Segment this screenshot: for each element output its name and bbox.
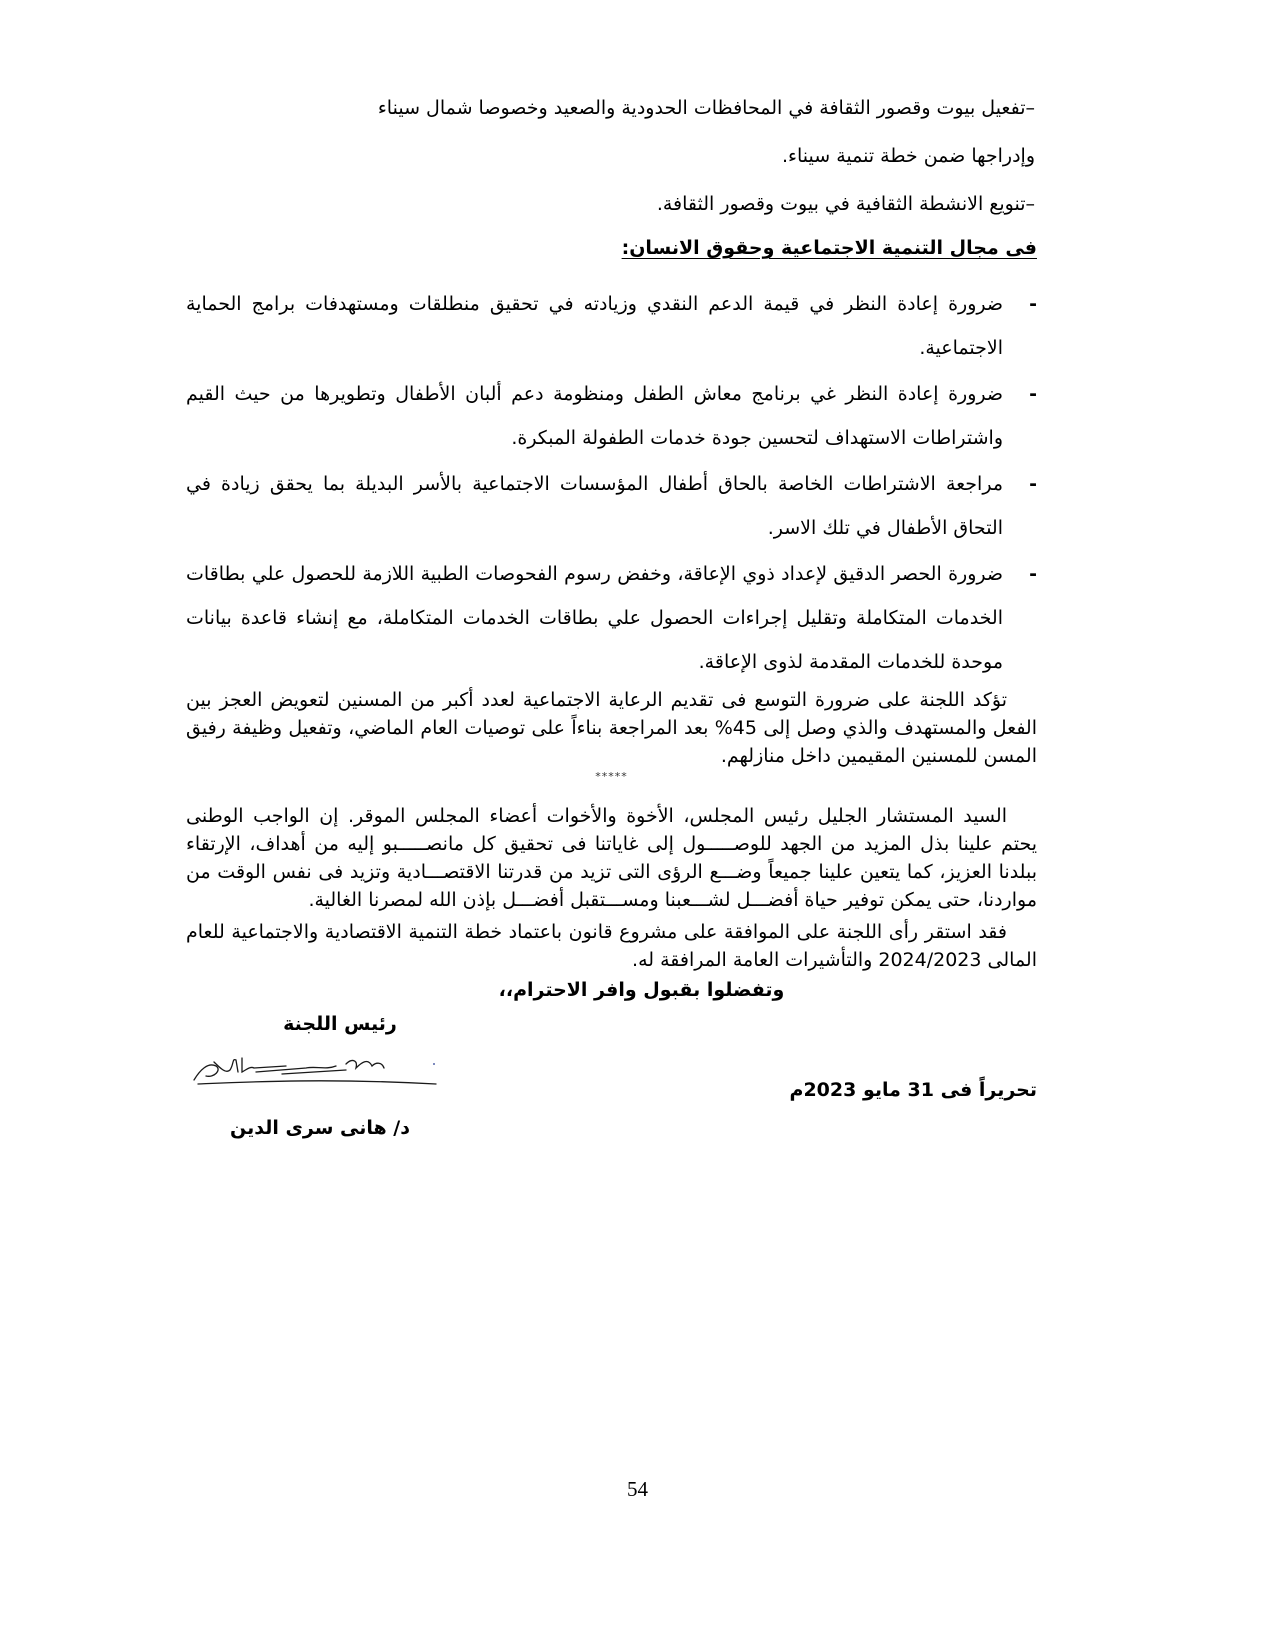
bullet-dash-icon: -: [1029, 383, 1037, 405]
list-item-text: ضرورة إعادة النظر غي برنامج معاش الطفل ومنظومة دعم ألبان الأطفال وتطويرها من حيث القيم واشتراطات الاستهداف لتحسين جودة خدمات الطفولة المبكرة.: [186, 383, 1003, 449]
section-separator: *****: [595, 770, 628, 783]
closing-salutation: وتفضلوا بقبول وافر الاحترام،،: [498, 979, 785, 1001]
bullet-dash-icon: -: [1029, 473, 1037, 495]
page-number: 54: [627, 1477, 648, 1501]
list-item-text: ضرورة إعادة النظر في قيمة الدعم النقدي وزيادته في تحقيق منطلقات ومستهدفات برامج الحماية الاجتماعية.: [186, 293, 1003, 359]
recommendations-list: [186, 282, 1037, 684]
list-item: [186, 282, 1037, 370]
bullet-dash-icon: -: [1029, 563, 1037, 585]
document-body: [186, 84, 1037, 1160]
list-item-culture-activation-cont: وإدراجها ضمن خطة تنمية سيناء.: [782, 145, 1035, 167]
committee-chair-title: رئيس اللجنة: [283, 1013, 397, 1035]
paragraph-address: السيد المستشار الجليل رئيس المجلس، الأخوة والأخوات أعضاء المجلس الموقر. إن الواجب الوطنى يحتم علينا بذل المزيد من الجهد للوصـــــول إلى غاياتنا فى تحقيق كل مانصـــــبو إليه من أهداف، الإرتقاء ببلدنا العزيز، كما يتعين علينا جميعاً وضـــع الرؤى التى تزيد من قدرتنا الاقتصـــادية وتزيد فى نفس الوقت من مواردنا، حتى يمكن توفير حياة أفضـــل لشـــعبنا ومســـتقبل أفضـــل بإذن الله لمصرنا الغالية.: [186, 805, 1037, 911]
list-item: [186, 462, 1037, 550]
list-item-text: ضرورة الحصر الدقيق لإعداد ذوي الإعاقة، وخفض رسوم الفحوصات الطبية اللازمة للحصول علي بطاقات الخدمات المتكاملة وتقليل إجراءات الحصول علي بطاقات الخدمات المتكاملة، مع إنشاء قاعدة بيانات موحدة للخدمات المقدمة لذوى الإعاقة.: [186, 563, 1003, 673]
paragraph-elderly-care: تؤكد اللجنة على ضرورة التوسع فى تقديم الرعاية الاجتماعية لعدد أكبر من المسنين لتعويض العجز بين الفعل والمستهدف والذي وصل إلى 45% بعد المراجعة بناءاً على توصيات العام الماضي، وتفعيل وظيفة رفيق المسن للمسنين المقيمين داخل منازلهم.: [186, 689, 1037, 767]
signature-area: [186, 1010, 1037, 1160]
list-item-culture-diversify: –تنويع الانشطة الثقافية في بيوت وقصور الثقافة.: [656, 193, 1035, 215]
list-item: [186, 552, 1037, 684]
list-item-culture-activation: –تفعيل بيوت وقصور الثقافة في المحافظات الحدودية والصعيد وخصوصا شمال سيناء: [377, 97, 1035, 119]
paragraph-decision: فقد استقر رأى اللجنة على الموافقة على مشروع قانون باعتماد خطة التنمية الاقتصادية والاجتماعية للعام المالى 2024/2023 والتأشيرات العامة المرافقة له.: [186, 921, 1037, 971]
document-date: تحريراً فى 31 مايو 2023م: [789, 1079, 1037, 1101]
signatory-name: د/ هانى سرى الدين: [230, 1117, 410, 1139]
section-heading: فى مجال التنمية الاجتماعية وحقوق الانسان:: [621, 237, 1037, 259]
list-item-text: مراجعة الاشتراطات الخاصة بالحاق أطفال المؤسسات الاجتماعية بالأسر البديلة بما يحقق زيادة في التحاق الأطفال في تلك الاسر.: [186, 473, 1003, 539]
list-item: [186, 372, 1037, 460]
bullet-dash-icon: -: [1029, 293, 1037, 315]
handwritten-signature: [186, 1040, 446, 1090]
